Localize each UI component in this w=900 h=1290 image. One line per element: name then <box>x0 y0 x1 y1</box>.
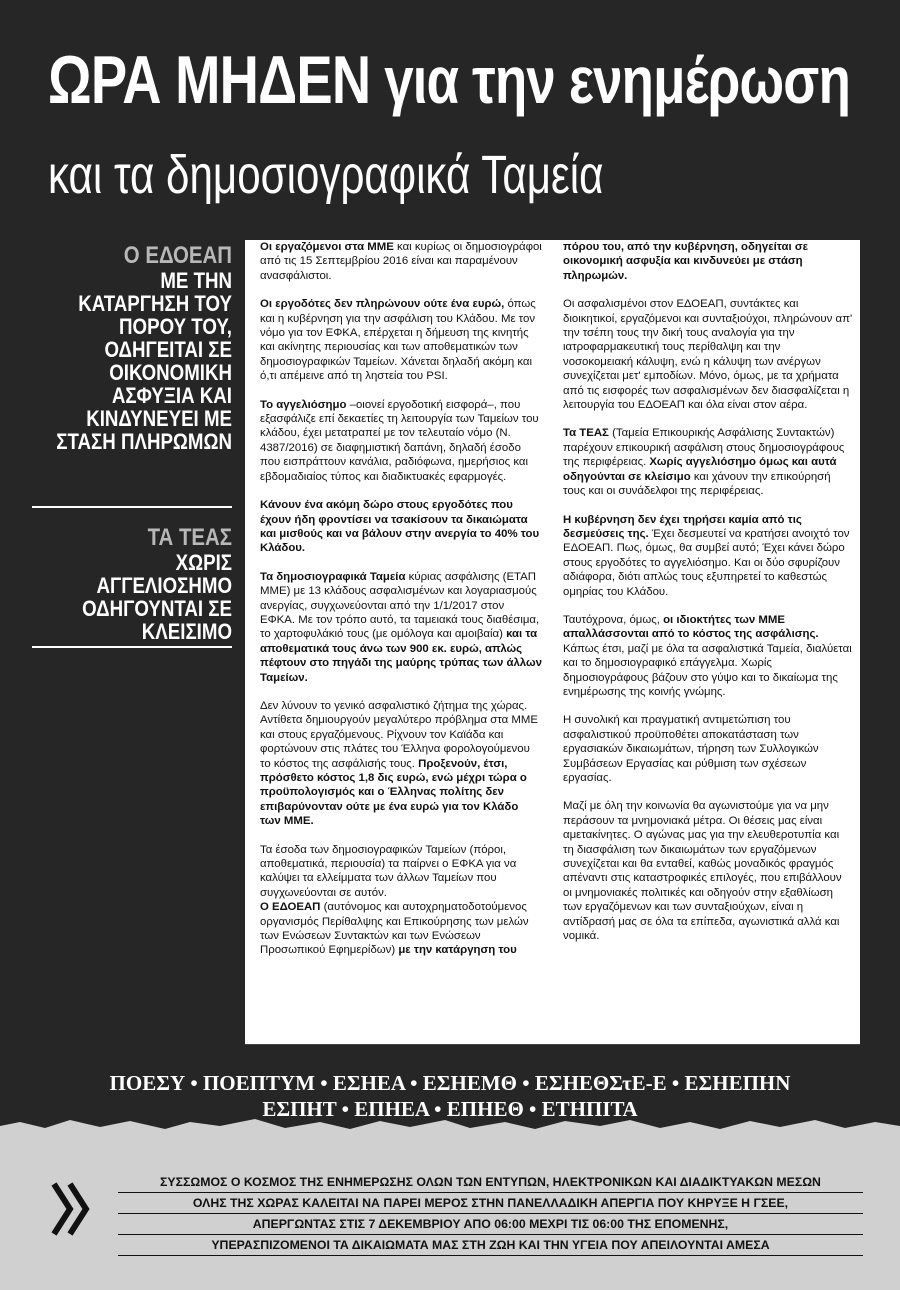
strike-call-line: ΑΠΕΡΓΩΝΤΑΣ ΣΤΙΣ 7 ΔΕΚΕΜΒΡΙΟΥ ΑΠΟ 06:00 ΜΕΧΡΙ ΤΙΣ 06:00 ΤΗΣ ΕΠΟΜΕΝΗΣ, <box>118 1214 863 1235</box>
title-part2: για την ενημέρωση <box>384 43 851 117</box>
torn-edge <box>0 1116 900 1132</box>
paragraph: Τα ΤΕΑΣ (Ταμεία Επικουρικής Ασφάλισης Συντακτών) παρέχουν επικουρική ασφάλιση στους δημοσιογράφους της περιφέρειας. Χωρίς αγγελιόσημο όμως και αυτά οδηγούνται σε κλείσιμο και χάνουν την επικούρησή τους και οι συνάδελφοι της περιφέρειας. <box>563 427 845 498</box>
title-part1: ΩΡΑ ΜΗΔΕΝ <box>48 42 371 118</box>
strike-call-line: ΟΛΗΣ ΤΗΣ ΧΩΡΑΣ ΚΑΛΕΙΤΑΙ ΝΑ ΠΑΡΕΙ ΜΕΡΟΣ ΣΤΗΝ ΠΑΝΕΛΛΑΔΙΚΗ ΑΠΕΡΓΙΑ ΠΟΥ ΚΗΡΥΞΕ Η ΓΣΕΕ, <box>118 1193 863 1214</box>
double-chevron-right-icon <box>50 1180 94 1238</box>
sidebar-heading: Ο ΕΔΟΕΑΠ <box>123 242 232 269</box>
paragraph: Κάνουν ένα ακόμη δώρο στους εργοδότες που έχουν ήδη φροντίσει να τσακίσουν τα δικαιώματα και μισθούς και να βάλουν στην ανεργία το 40% του Κλάδου. <box>260 499 540 555</box>
paragraph: Οι εργοδότες δεν πληρώνουν ούτε ένα ευρώ, όπως και η κυβέρνηση για την ασφάλιση του Κλάδου. Με τον νόμο για τον ΕΦΚΑ, επέρχεται η δήμευση της κινητής και ακίνητης περιουσίας και των αποθεματικών των δημοσιογραφικών Ταμείων. Χάνεται δηλαδή ακόμη και ό,τι απέμεινε από τη ληστεία του PSI. <box>260 298 536 383</box>
paragraph: Τα δημοσιογραφικά Ταμεία κύριας ασφάλισης (ΕΤΑΠ ΜΜΕ) με 13 κλάδους ασφαλισμένων και λογαριασμούς ανεργίας, συγχωνεύονται από την 1/1/2017 στον ΕΦΚΑ. Με τον τρόπο αυτό, τα ταμειακά τους διαθέσιμα, το χαρτοφυλάκιό τους (με ομόλογα και αμοιβαία) και τα αποθεματικά τους άνω των 900 εκ. ευρώ, απλώς πέφτουν στο πηγάδι της μαύρης τρύπας των άλλων Ταμείων. <box>260 570 542 684</box>
article-column-right <box>563 240 853 957</box>
paragraph: Ο ΕΔΟΕΑΠ (αυτόνομος και αυτοχρηματοδοτούμενος οργανισμός Περίθαλψης και Επικούρησης των μελών των Ενώσεων Συντακτών και των Ενώσεων Προσωπικού Εφημερίδων) με την κατάργηση του <box>260 901 529 957</box>
unions-line: ΕΣΠΗΤ • ΕΠΗΕΑ • ΕΠΗΕΘ • ΕΤΗΠΙΤΑ <box>262 1097 638 1121</box>
paragraph: Δεν λύνουν το γενικό ασφαλιστικό ζήτημα της χώρας. Αντίθετα δημιουργούν μεγαλύτερο πρόβλημα στα ΜΜΕ και στους εργαζόμενους. Ρίχνουν τον Καϊάδα και φορτώνουν στις πλάτες του Έλληνα φορολογούμενου το κόστος της ασφάλισής τους. Προξενούν, έτσι, πρόσθετο κόστος 1,8 δις ευρώ, ενώ μέχρι τώρα ο προϋπολογισμός και ο Έλληνας πολίτης δεν επιβαρύνονταν ούτε με ένα ευρώ για τον Κλάδο των ΜΜΕ. <box>260 699 538 828</box>
sidebar-divider <box>32 506 232 508</box>
paragraph: Το αγγελιόσημο –οιονεί εργοδοτική εισφορά–, που εξασφάλιζε επί δεκαετίες τη λειτουργία των Ταμείων του κλάδου, έχει μετατραπεί με τον τελευταίο νόμο (Ν. 4387/2016) σε διαφημιστική δαπάνη, δηλαδή έσοδο που εισπράττουν κανάλια, ραδιόφωνα, ημερήσιος και εβδομαδιαίος τύπος και διαδικτυακές εφαρμογές. <box>260 398 539 483</box>
unions-line: ΠΟΕΣΥ • ΠΟΕΠΤΥΜ • ΕΣΗΕΑ • ΕΣΗΕΜΘ • ΕΣΗΕΘΣτΕ-Ε • ΕΣΗΕΠΗΝ <box>109 1071 791 1095</box>
paragraph: Μαζί με όλη την κοινωνία θα αγωνιστούμε για να μην περάσουν τα μνημονιακά μέτρα. Οι θέσεις μας είναι αμετακίνητες. Ο αγώνας μας για την ελευθεροτυπία και τη διασφάλιση των δικαιωμάτων των εργαζόμενων συνεχίζεται και θα ενταθεί, καθώς μοναδικός φραγμός απέναντι στις καταστροφικές επιλογές, που επιβάλλουν οι μνημονιακές πολιτικές και οδηγούν στην εξαθλίωση των εργαζόμενων και των συνταξιούχων, είναι η αντίδρασή μας σε όλα τα επίπεδα, αγωνιστικά αλλά και νομικά. <box>563 800 842 943</box>
sidebar-text: ΧΩΡΙΣ ΑΓΓΕΛΙΟΣΗΜΟ ΟΔΗΓΟΥΝΤΑΙ ΣΕ ΚΛΕΙΣΙΜΟ <box>82 550 232 644</box>
paragraph: Τα έσοδα των δημοσιογραφικών Ταμείων (πόροι, αποθεματικά, περιουσία) τα παίρνει ο ΕΦΚΑ για να καλύψει τα ελλείμματα των άλλων Ταμείων που συγχωνεύονται σε αυτόν. <box>260 843 517 899</box>
strike-call <box>118 1172 863 1256</box>
strike-call-line: ΣΥΣΣΩΜΟΣ Ο ΚΟΣΜΟΣ ΤΗΣ ΕΝΗΜΕΡΩΣΗΣ ΟΛΩΝ ΤΩΝ ΕΝΤΥΠΩΝ, ΗΛΕΚΤΡΟΝΙΚΩΝ ΚΑΙ ΔΙΑΔΙΚΤΥΑΚΩΝ ΜΕΣΩΝ <box>118 1172 863 1193</box>
sidebar-block-edoeap <box>20 243 232 453</box>
article-column-left <box>245 240 542 972</box>
paragraph: Οι εργαζόμενοι στα ΜΜΕ και κυρίως οι δημοσιογράφοι από τις 15 Σεπτεμβρίου 2016 είναι και παραμένουν ανασφάλιστοι. <box>260 241 542 282</box>
strike-call-line: ΥΠΕΡΑΣΠΙΖΟΜΕΝΟΙ ΤΑ ΔΙΚΑΙΩΜΑΤΑ ΜΑΣ ΣΤΗ ΖΩΗ ΚΑΙ ΤΗΝ ΥΓΕΙΑ ΠΟΥ ΑΠΕΙΛΟΥΝΤΑΙ ΑΜΕΣΑ <box>118 1235 863 1256</box>
sidebar-text: ΜΕ ΤΗΝ ΚΑΤΑΡΓΗΣΗ ΤΟΥ ΠΟΡΟΥ ΤΟΥ, ΟΔΗΓΕΙΤΑΙ ΣΕ ΟΙΚΟΝΟΜΙΚΗ ΑΣΦΥΞΙΑ ΚΑΙ ΚΙΝΔΥΝΕΥΕΙ ΜΕ ΣΤΑΣΗ ΠΛΗΡΩΜΩΝ <box>56 268 233 454</box>
paragraph: Η συνολική και πραγματική αντιμετώπιση του ασφαλιστικού προϋποθέτει αποκατάσταση των εργασιακών δικαιωμάτων, τήρηση των Συλλογικών Συμβάσεων Εργασίας και ρύθμιση των σχέσεων εργασίας. <box>563 714 819 784</box>
unions-list <box>0 1070 900 1122</box>
page-title <box>48 40 851 120</box>
sidebar-divider <box>32 646 232 648</box>
paragraph: Οι ασφαλισμένοι στον ΕΔΟΕΑΠ, συντάκτες και διοικητικοί, εργαζόμενοι και συνταξιούχοι, πληρώνουν απ' την τσέπη τους την δική τους αναλογία για την ιατροφαρμακευτική τους περίθαλψη και την νοσοκομειακή κάλυψη, ενώ η κάλυψη των ανέργων συνεχίζεται μετ' εμποδίων. Μόνο, όμως, με τα χρήματα από τις εισφορές των ασφαλισμένων δεν διασφαλίζεται η λειτουργία του ΕΔΟΕΑΠ και όλα είναι στον αέρα. <box>563 298 853 412</box>
sidebar-block-teas <box>20 525 232 643</box>
paragraph: Ταυτόχρονα, όμως, οι ιδιοκτήτες των ΜΜΕ απαλλάσσονται από το κόστος της ασφάλισης. Κάπως έτσι, μαζί με όλα τα ασφαλιστικά Ταμεία, διαλύεται και το δημοσιογραφικό επάγγελμα. Χωρίς δημοσιογράφους βάζουν στο γύψο και το δικαίωμα της ενημέρωσης της κοινής γνώμης. <box>563 613 852 698</box>
page-subtitle: και τα δημοσιογραφικά Ταμεία <box>48 145 604 205</box>
article-panel <box>245 240 860 1045</box>
sidebar-heading: ΤΑ ΤΕΑΣ <box>147 524 232 551</box>
paragraph: πόρου του, από την κυβέρνηση, οδηγείται σε οικονομική ασφυξία και κινδυνεύει με στάση πληρωμών. <box>563 241 809 282</box>
paragraph: Η κυβέρνηση δεν έχει τηρήσει καμία από τις δεσμεύσεις της. Έχει δεσμευτεί να κρατήσει ανοιχτό τον ΕΔΟΕΑΠ. Πως, όμως, θα συμβεί αυτό; Έχει κάνει δώρο στους εργοδότες το αγγελιόσημο. Και οι δύο σφυρίζουν αδιάφορα, διότι απλώς τους εξυπηρετεί το καθεστώς ομηρίας του Κλάδου. <box>563 513 850 598</box>
